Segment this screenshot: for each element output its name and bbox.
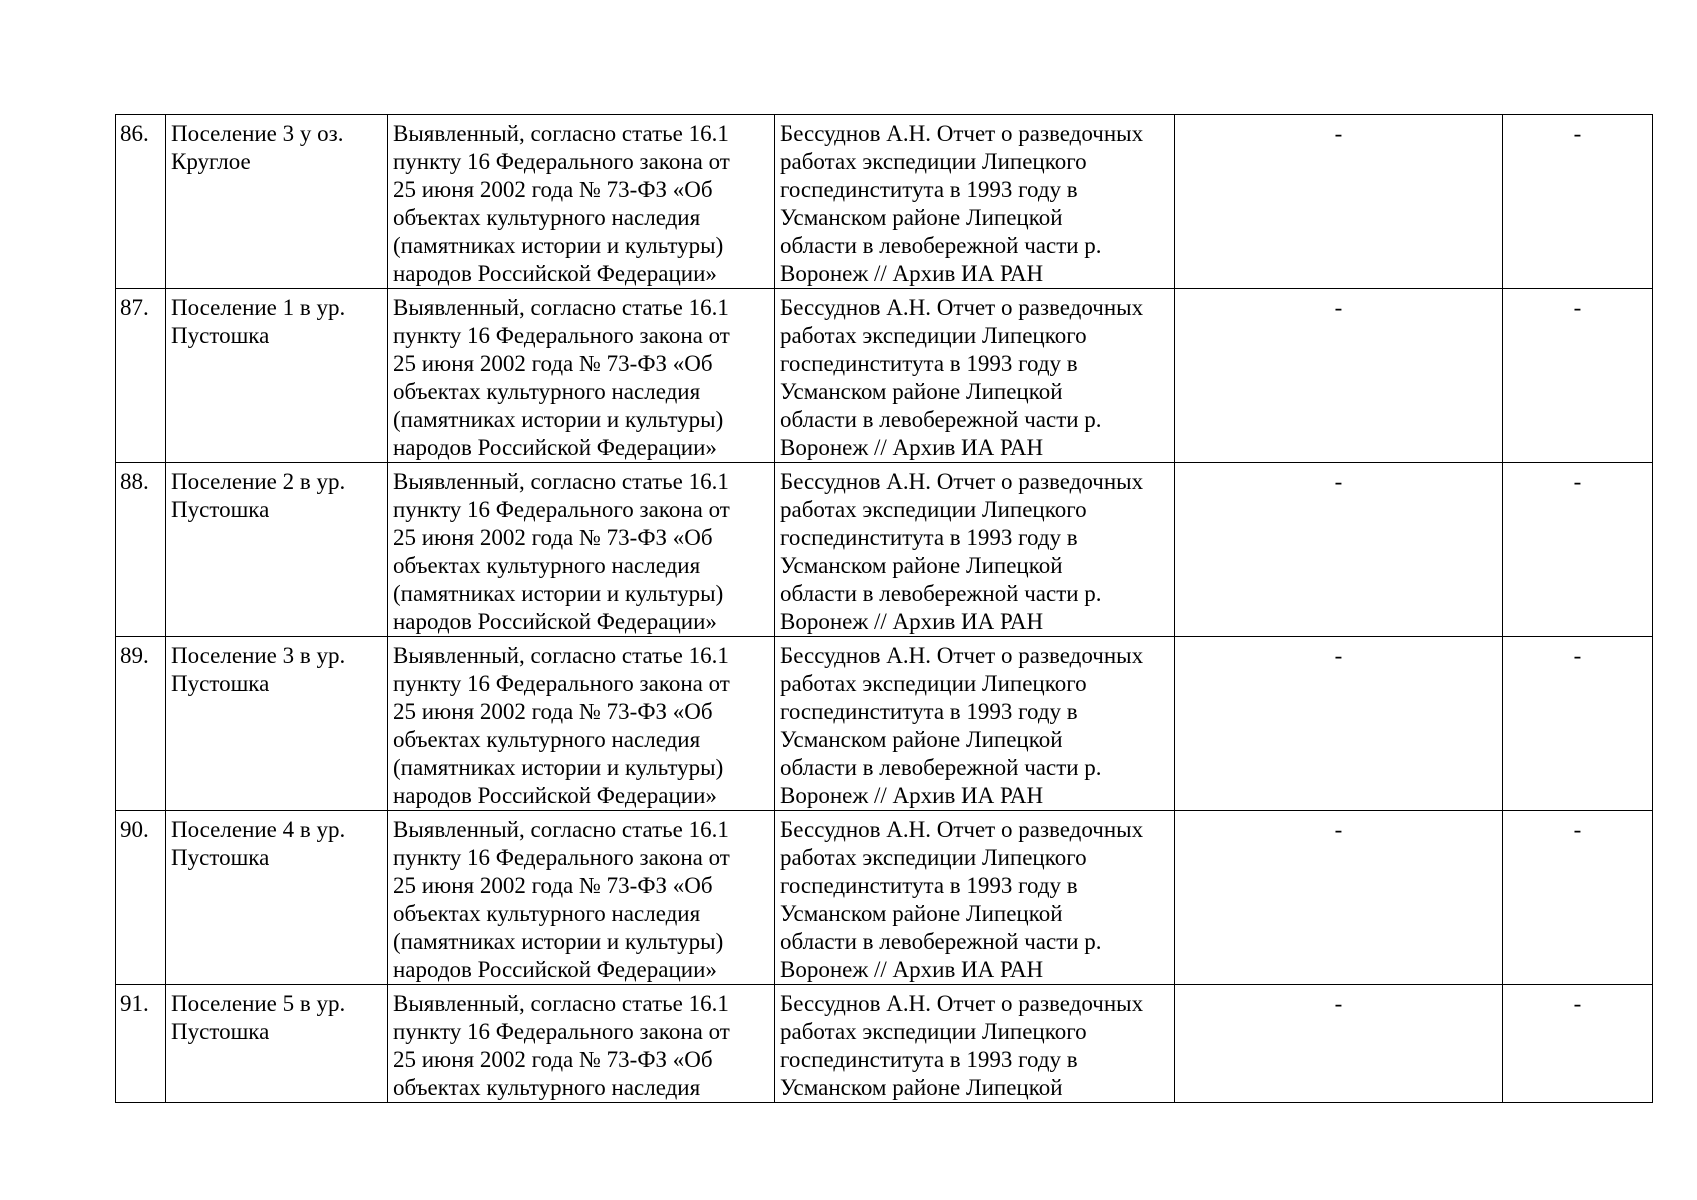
source-cell — [775, 637, 1175, 811]
legal-status-line: 25 июня 2002 года № 73-ФЗ «Об — [393, 699, 713, 724]
column-5-value: - — [1334, 643, 1343, 668]
table-row — [116, 985, 1653, 1103]
legal-status-line: Выявленный, согласно статье 16.1 — [393, 121, 729, 146]
source-line: работах экспедиции Липецкого — [780, 671, 1087, 696]
column-5-cell — [1175, 115, 1503, 289]
object-name-cell — [166, 985, 388, 1103]
source-line: госпединститута в 1993 году в — [780, 351, 1078, 376]
source-line: работах экспедиции Липецкого — [780, 1019, 1087, 1044]
column-6-cell — [1503, 115, 1653, 289]
legal-status-cell — [388, 115, 775, 289]
legal-status-line: 25 июня 2002 года № 73-ФЗ «Об — [393, 1047, 713, 1072]
column-5-cell — [1175, 289, 1503, 463]
column-6-cell — [1503, 811, 1653, 985]
source-line: Усманском районе Липецкой — [780, 901, 1063, 926]
legal-status-cell — [388, 985, 775, 1103]
source-line: Усманском районе Липецкой — [780, 205, 1063, 230]
source-cell — [775, 463, 1175, 637]
column-6-value: - — [1573, 469, 1582, 494]
legal-status-line: народов Российской Федерации» — [393, 609, 717, 634]
source-line: работах экспедиции Липецкого — [780, 323, 1087, 348]
source-line: Усманском районе Липецкой — [780, 1075, 1063, 1100]
legal-status-line: пункту 16 Федерального закона от — [393, 671, 730, 696]
source-cell — [775, 289, 1175, 463]
column-5-value: - — [1334, 469, 1343, 494]
row-number: 90. — [120, 817, 149, 842]
object-name-cell — [166, 811, 388, 985]
legal-status-line: (памятниках истории и культуры) — [393, 929, 724, 954]
source-line: Воронеж // Архив ИА РАН — [780, 609, 1044, 634]
source-line: области в левобережной части р. — [780, 755, 1102, 780]
object-name-line: Пустошка — [171, 845, 270, 870]
source-line: области в левобережной части р. — [780, 929, 1102, 954]
object-name-line: Поселение 3 в ур. — [171, 643, 346, 668]
column-6-cell — [1503, 985, 1653, 1103]
legal-status-line: (памятниках истории и культуры) — [393, 581, 724, 606]
source-line: работах экспедиции Липецкого — [780, 845, 1087, 870]
object-name-line: Поселение 2 в ур. — [171, 469, 346, 494]
row-number: 89. — [120, 643, 149, 668]
source-line: госпединститута в 1993 году в — [780, 699, 1078, 724]
source-line: Бессуднов А.Н. Отчет о разведочных — [780, 643, 1144, 668]
source-line: работах экспедиции Липецкого — [780, 497, 1087, 522]
row-number-cell — [116, 115, 166, 289]
legal-status-line: 25 июня 2002 года № 73-ФЗ «Об — [393, 177, 713, 202]
column-5-value: - — [1334, 991, 1343, 1016]
object-name-line: Поселение 5 в ур. — [171, 991, 346, 1016]
source-line: Бессуднов А.Н. Отчет о разведочных — [780, 991, 1144, 1016]
column-6-cell — [1503, 463, 1653, 637]
legal-status-line: пункту 16 Федерального закона от — [393, 323, 730, 348]
source-line: области в левобережной части р. — [780, 407, 1102, 432]
legal-status-line: народов Российской Федерации» — [393, 957, 717, 982]
legal-status-line: пункту 16 Федерального закона от — [393, 497, 730, 522]
source-line: Усманском районе Липецкой — [780, 727, 1063, 752]
row-number-cell — [116, 463, 166, 637]
source-line: госпединститута в 1993 году в — [780, 873, 1078, 898]
legal-status-line: (памятниках истории и культуры) — [393, 233, 724, 258]
legal-status-line: объектах культурного наследия — [393, 553, 701, 578]
legal-status-cell — [388, 289, 775, 463]
table-row — [116, 115, 1653, 289]
row-number-cell — [116, 637, 166, 811]
row-number: 91. — [120, 991, 149, 1016]
source-line: Воронеж // Архив ИА РАН — [780, 435, 1044, 460]
source-line: Усманском районе Липецкой — [780, 379, 1063, 404]
legal-status-cell — [388, 463, 775, 637]
object-name-line: Поселение 4 в ур. — [171, 817, 346, 842]
column-5-value: - — [1334, 295, 1343, 320]
source-line: Воронеж // Архив ИА РАН — [780, 783, 1044, 808]
source-line: госпединститута в 1993 году в — [780, 525, 1078, 550]
source-line: Бессуднов А.Н. Отчет о разведочных — [780, 817, 1144, 842]
source-line: Воронеж // Архив ИА РАН — [780, 957, 1044, 982]
legal-status-line: пункту 16 Федерального закона от — [393, 149, 730, 174]
source-line: Усманском районе Липецкой — [780, 553, 1063, 578]
source-line: госпединститута в 1993 году в — [780, 1047, 1078, 1072]
legal-status-line: 25 июня 2002 года № 73-ФЗ «Об — [393, 873, 713, 898]
row-number-cell — [116, 811, 166, 985]
legal-status-line: объектах культурного наследия — [393, 727, 701, 752]
source-line: области в левобережной части р. — [780, 233, 1102, 258]
legal-status-line: пункту 16 Федерального закона от — [393, 845, 730, 870]
legal-status-line: объектах культурного наследия — [393, 1075, 701, 1100]
source-line: Бессуднов А.Н. Отчет о разведочных — [780, 469, 1144, 494]
column-6-value: - — [1573, 295, 1582, 320]
legal-status-line: объектах культурного наследия — [393, 379, 701, 404]
table-row — [116, 463, 1653, 637]
object-name-line: Пустошка — [171, 1019, 270, 1044]
column-5-value: - — [1334, 121, 1343, 146]
source-cell — [775, 985, 1175, 1103]
legal-status-line: народов Российской Федерации» — [393, 783, 717, 808]
column-5-cell — [1175, 463, 1503, 637]
legal-status-line: пункту 16 Федерального закона от — [393, 1019, 730, 1044]
object-name-line: Поселение 1 в ур. — [171, 295, 346, 320]
legal-status-line: Выявленный, согласно статье 16.1 — [393, 643, 729, 668]
column-6-value: - — [1573, 991, 1582, 1016]
column-5-cell — [1175, 637, 1503, 811]
object-name-line: Пустошка — [171, 497, 270, 522]
table-body — [116, 115, 1653, 1103]
source-line: области в левобережной части р. — [780, 581, 1102, 606]
legal-status-line: объектах культурного наследия — [393, 205, 701, 230]
legal-status-line: объектах культурного наследия — [393, 901, 701, 926]
document-page — [115, 114, 1652, 1103]
source-line: госпединститута в 1993 году в — [780, 177, 1078, 202]
object-name-cell — [166, 289, 388, 463]
heritage-objects-table — [115, 114, 1653, 1103]
legal-status-line: Выявленный, согласно статье 16.1 — [393, 469, 729, 494]
column-6-value: - — [1573, 121, 1582, 146]
row-number: 87. — [120, 295, 149, 320]
source-line: работах экспедиции Липецкого — [780, 149, 1087, 174]
legal-status-line: народов Российской Федерации» — [393, 435, 717, 460]
legal-status-line: (памятниках истории и культуры) — [393, 755, 724, 780]
column-5-cell — [1175, 811, 1503, 985]
legal-status-line: Выявленный, согласно статье 16.1 — [393, 295, 729, 320]
column-5-cell — [1175, 985, 1503, 1103]
source-line: Воронеж // Архив ИА РАН — [780, 261, 1044, 286]
legal-status-line: Выявленный, согласно статье 16.1 — [393, 991, 729, 1016]
table-row — [116, 289, 1653, 463]
legal-status-line: народов Российской Федерации» — [393, 261, 717, 286]
row-number: 86. — [120, 121, 149, 146]
column-6-cell — [1503, 289, 1653, 463]
row-number-cell — [116, 985, 166, 1103]
object-name-line: Поселение 3 у оз. — [171, 121, 344, 146]
legal-status-cell — [388, 637, 775, 811]
source-cell — [775, 115, 1175, 289]
source-line: Бессуднов А.Н. Отчет о разведочных — [780, 295, 1144, 320]
legal-status-line: 25 июня 2002 года № 73-ФЗ «Об — [393, 351, 713, 376]
legal-status-line: Выявленный, согласно статье 16.1 — [393, 817, 729, 842]
legal-status-line: (памятниках истории и культуры) — [393, 407, 724, 432]
object-name-cell — [166, 637, 388, 811]
source-line: Бессуднов А.Н. Отчет о разведочных — [780, 121, 1144, 146]
object-name-line: Круглое — [171, 149, 251, 174]
object-name-cell — [166, 115, 388, 289]
column-6-value: - — [1573, 643, 1582, 668]
legal-status-line: 25 июня 2002 года № 73-ФЗ «Об — [393, 525, 713, 550]
object-name-cell — [166, 463, 388, 637]
table-row — [116, 811, 1653, 985]
row-number-cell — [116, 289, 166, 463]
object-name-line: Пустошка — [171, 323, 270, 348]
column-5-value: - — [1334, 817, 1343, 842]
table-row — [116, 637, 1653, 811]
legal-status-cell — [388, 811, 775, 985]
row-number: 88. — [120, 469, 149, 494]
column-6-value: - — [1573, 817, 1582, 842]
object-name-line: Пустошка — [171, 671, 270, 696]
source-cell — [775, 811, 1175, 985]
column-6-cell — [1503, 637, 1653, 811]
